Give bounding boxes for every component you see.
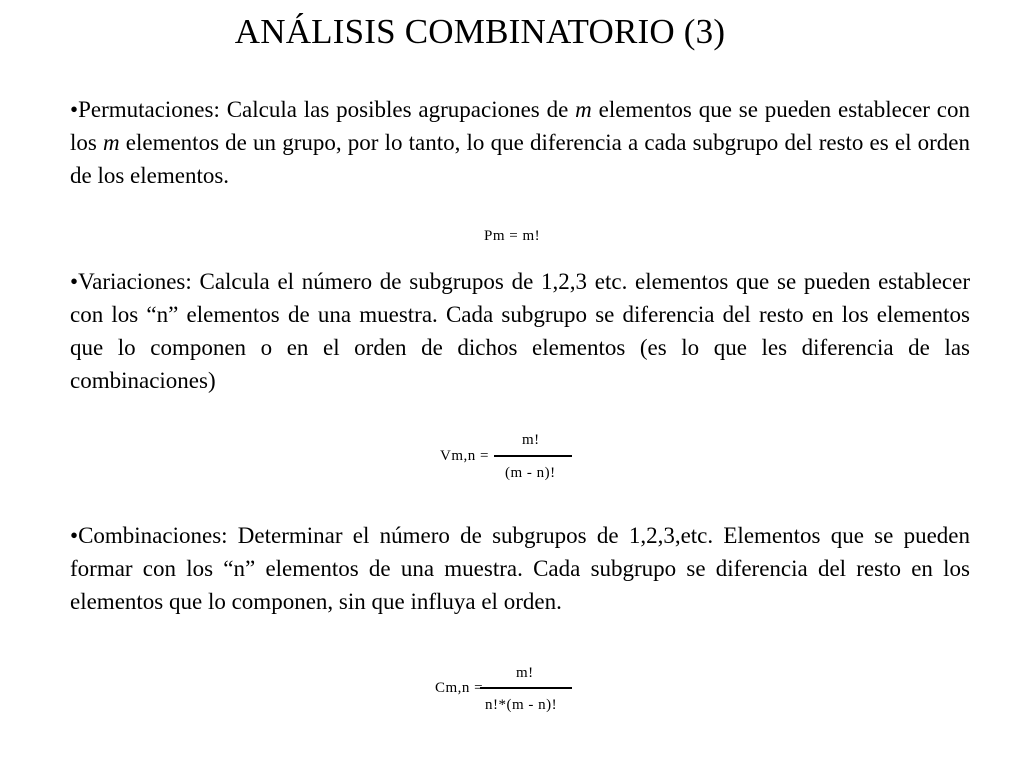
permutation-formula: Pm = m!	[484, 228, 541, 244]
permutations-text-b: elementos que se pueden establecer con los	[70, 97, 970, 155]
variation-formula-lhs: Vm,n =	[440, 448, 489, 464]
variation-formula-denominator: (m - n)!	[505, 465, 556, 481]
fraction-bar	[494, 455, 572, 457]
page-title: ANÁLISIS COMBINATORIO (3)	[234, 12, 726, 51]
combination-formula-denominator: n!*(m - n)!	[485, 697, 558, 713]
bullet: •	[70, 269, 79, 294]
permutations-text-a: Permutaciones: Calcula las posibles agrupaciones de	[78, 97, 576, 122]
permutations-paragraph	[70, 93, 970, 192]
variable-m: m	[103, 130, 120, 155]
permutations-text-c: elementos de un grupo, por lo tanto, lo que diferencia a cada subgrupo del resto es el orden de los elementos.	[70, 130, 970, 188]
variable-m: m	[575, 97, 592, 122]
variation-formula-numerator: m!	[522, 432, 540, 448]
bullet: •	[70, 97, 79, 122]
combination-formula-numerator: m!	[516, 665, 534, 681]
variations-paragraph	[70, 265, 970, 397]
combination-formula-lhs: Cm,n =	[435, 680, 484, 696]
fraction-bar	[480, 687, 572, 689]
variations-text: Variaciones: Calcula el número de subgrupos de 1,2,3 etc. elementos que se pueden establecer con los “n” elementos de una muestra. Cada subgrupo se diferencia del resto en los elementos que lo componen o en el orden de dichos elementos (es lo que les diferencia de las combinaciones)	[70, 269, 970, 393]
combinations-text: Combinaciones: Determinar el número de subgrupos de 1,2,3,etc. Elementos que se pueden formar con los “n” elementos de una muestra. Cada subgrupo se diferencia del resto en los elementos que lo componen, sin que influya el orden.	[70, 523, 970, 614]
combinations-paragraph	[70, 519, 970, 618]
bullet: •	[70, 523, 79, 548]
